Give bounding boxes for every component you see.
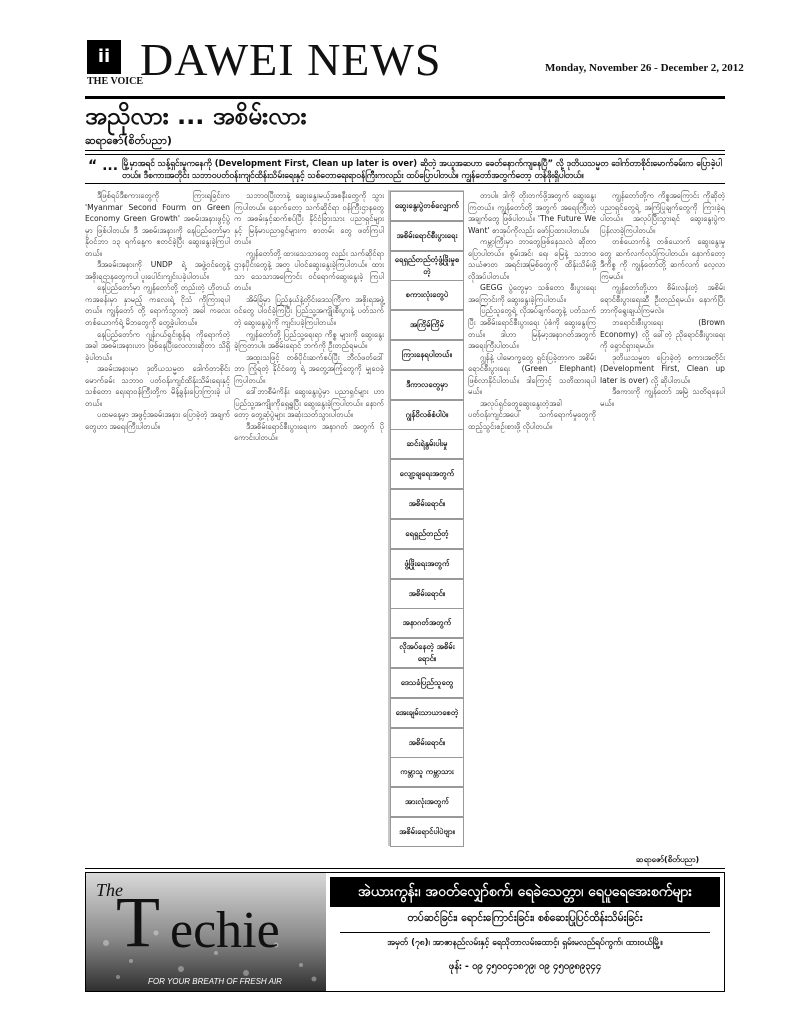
sidebar-item: လျော့ချရေးအတွက် — [390, 459, 464, 489]
paragraph: နေပြည်တော်မှာ ကျွန်တော်တို့ တည်းတဲ့ ဟိုတယ်ကအခန်းမှာ နှာမည့် ကလေးရဲ့ ငိုသံ ကိုကြားရပါတယ်။ ကျွန်တော် တို့ ရောက်သွားတဲ့ အခါ ကလေး တစ်ယောက်ရဲ့ မိဘတွေကို တွေ့ခဲ့ပါတယ်။ — [85, 283, 230, 328]
paragraph: အလုပ်ရှင်တွေဆွေးနွေးတဲ့အခါ ပတ်ဝန်းကျင်အပေါ် သက်ရောက်မှုတွေကို ထည့်သွင်းစဉ်းစားဖို့ လိုပါတယ်။ — [468, 398, 596, 431]
ad-address: အမှတ် (၇၈)၊ အာဇာနည်လမ်းနှင့် ရေသိုတာလမ်းထောင့်၊ ရှမ်းမလည်ရပ်ကွက်၊ ထားဝယ်မြို့။ — [387, 938, 663, 948]
paragraph: အိမ်ခြံမှာ ပြည်နယ်နဲ့တိုင်းဒေသကြီးက အစိုးရအဖွဲ့ဝင်တွေ ပါဝင်ခဲ့ကြပြီး ပြည်သူ့အကျိုးစီးပွားနဲ့ ပတ်သက်တဲ့ ဆွေးနွေးပွဲကို ကျင်းပခဲ့ကြပါတယ်။ — [234, 294, 384, 328]
article-column-1 — [85, 190, 230, 850]
paragraph: ဂျွန်နဲ့ ပါမောက္ခတွေ ရှင်းပြခဲ့တာက အစိမ်းရောင်စီးပွားရေး (Green Elephant) ဖြစ်လာနိုင်ပါတယ်။ ဒါကြောင့် သတိထားရပါမယ်။ — [468, 352, 596, 397]
sidebar-item: အစိမ်းရောင်ပါပဲဗျာ။ — [390, 817, 464, 847]
paragraph: ဒီအစိမ်းရောင်စီးပွားရေးက အနာဂတ် အတွက် ပိုကောင်းပါတယ်။ — [234, 421, 384, 443]
ad-services: တပ်ဆင်ခြင်း၊ ရောင်းကြောင်းခြင်း၊ စစ်ဆေးပြုပြင်ထိန်းသိမ်းခြင်း — [407, 912, 643, 924]
sidebar-item: အားလုံးအတွက် — [390, 787, 464, 817]
sidebar-item: အေးချမ်းသာယာစေတဲ့ — [390, 698, 464, 728]
sidebar-item: ကြားနေရပါတယ်။ — [390, 340, 464, 370]
author-signature: ဆရာဇော်(စိတ်ပညာ) — [636, 855, 700, 864]
paragraph: ကျွန်တော်တို့ ထားသေသာတွေ လည်း သက်ဆိုင်ရာဌာနပိုင်းတွေနဲ့ အတူ ပါဝင်ဆွေးနွေးခဲ့ကြပါတယ်။ ထားသာ သေသာအကြောင်း ဝင်ရောက်ဆွေးနွေးခဲ့ ကြပါတယ်။ — [234, 248, 384, 293]
paragraph: ကျွန်တော်တို့က ကိစ္စအကြောင်း ကိုဆိုတဲ့ ပညာရှင်တွေရဲ့ အကြံပြုချက်တွေကို ကြားခဲ့ရပါတယ်။ အလုပ်ပြီးသွားရင် ဆွေးနွေးပွဲက ပြန်လာခဲ့ကြပါတယ်။ — [600, 191, 725, 235]
sidebar-item: အစိမ်းရောင်။ — [390, 579, 464, 609]
sidebar-item: အစိမ်းရောင်။ — [390, 489, 464, 519]
paragraph: ဘရောင်းစီးပွားရေး (Brown Economy) လို့ ခေါ်တဲ့ ညိုရောင်စီးပွားရေး ကို ရှောင်ရှားရမယ်။ — [600, 318, 725, 351]
article-column-2 — [234, 190, 384, 850]
ad-brand-t: T — [116, 882, 160, 962]
paragraph: ဒီစကားကို ကျွန်တော် အမြဲ သတိရနေပါမယ်။ — [600, 387, 725, 408]
article-end-divider — [85, 868, 725, 869]
ad-tagline: FOR YOUR BREATH OF FRESH AIR — [148, 977, 282, 986]
sidebar-item: ကမ္ဘာသူ ကမ္ဘာသား — [390, 757, 464, 787]
paragraph: ဒုတိယသမ္မတ ပြောခဲ့တဲ့ စကားအတိုင်း (Development First, Clean up later is over) လို့ ဆိုပါတယ်။ — [600, 352, 725, 385]
paragraph: အထူးသဖြင့် တစ်ပိုင်းဆက်စပ်ပြီး ဘီလ်ဖတ်ဒေါ်ဘာ ကြုံရတဲ့ နိုင်ငံတွေ ရဲ့ အတွေ့အကြုံတွေကို မျှဝေခဲ့ကြပါတယ်။ — [234, 352, 384, 385]
paragraph: ကမ္ဘာကြီးမှာ ဘာတွေဖြစ်နေသလဲ ဆိုတာ ပြောပါတယ်။ စွမ်းအင်၊ ရေ၊ မြေနဲ့ သဘာဝ သယံဇာတ အရင်းအမြစ်တွေကို ထိန်းသိမ်းဖို့ လိုအပ်ပါတယ်။ — [468, 237, 596, 281]
paragraph: ဒီဖြစ်ရပ်ဒီစကားတွေကို ကြားရခြင်းက 'Myanmar Second Fourm on Green Economy Green Growth' အစမ်းအနားဖွင့်ပွဲမှာ ဖြစ်ပါတယ်။ ဒီ အစမ်းအနားကို နေပြည်တော်မှာ နိုဝင်ဘာ ၁၃ ရက်နေ့က စတင်ခဲ့ပြီး ဆွေးနွေးခဲ့ကြပါတယ်။ — [85, 191, 230, 258]
pull-quote-sidebar — [388, 190, 464, 846]
article-headline: အညိုလား ... အစိမ်းလား — [85, 102, 307, 130]
logo-subtitle: THE VOICE — [87, 76, 144, 87]
quote-marks: “ ... — [88, 158, 119, 174]
sidebar-item: ဒီကာလတွေမှာ — [390, 370, 464, 400]
masthead-divider — [85, 96, 725, 99]
ad-brand-the: The — [96, 880, 123, 900]
intro-text: မြို့မှာအရင် သန့်ရှင်းမှုကနေကို (Development First, Clean up later is over) ဆိုတဲ့ အယူအဆဟာ ခေတ်နောက်ကျနေပြီ” လို့ ဒုတိယသမ္မတ ဒေါက်တာစိုင်းမောက်ခမ်းက ပြောခဲ့ပါတယ်။ ဒီစကားအတိုင်း သဘာဝပတ်ဝန်းကျင်ထိန်းသိမ်းရေးနှင့် သစ်တောရေးရာဝန်ကြီးကလည်း ထပ်ပြောပါတယ်။ ကျွန်တော်အတွက်တော့ တန်ဖိုးရှိပါတယ်။ — [122, 158, 722, 180]
paragraph: တစ်ယောက်နဲ့ တစ်ယောက် ဆွေးနွေးမှုတွေ ဆက်လက်လုပ်ကြပါတယ်။ နောက်တော့ ဒီကိစ္စ ကို ကျွန်တော်တို့ ဆက်လက် လေ့လာကြမယ်။ — [600, 237, 725, 281]
paragraph: ကျွန်တော်တို့ ပြည်သူ့ရေးရာ ကိစ္စ များကို ဆွေးနွေးခဲ့ကြတာပါ။ အစိမ်းရောင် ဘက်ကို ဦးတည်ရမယ်။ — [234, 329, 384, 351]
sidebar-item: ရေရှည်တည်တံ့ — [390, 519, 464, 549]
sidebar-item: အကြိမ်ကြိမ် — [390, 310, 464, 340]
article-column-4 — [600, 190, 725, 850]
ad-divider — [340, 932, 710, 933]
paragraph: ကျွန်တော်တို့ဟာ စိမ်းလန်းတဲ့ အစိမ်းရောင်စီးပွားရေးဆီ ဦးတည်ရမယ်။ နောက်ပြီး ဘာကိုရွေးချယ်ကြမလဲ။ — [600, 283, 725, 316]
paragraph: ပထမနေ့မှာ အဖွင့်အခမ်းအနား ပြောခဲ့တဲ့ အချက်တွေဟာ အရေးကြီးပါတယ်။ — [85, 410, 230, 431]
ad-products-title: အဲယားကွန်း၊ အဝတ်လျှော်စက်၊ ရေခဲသေတ္တာ၊ ရေပူရေအေးစက်များ — [330, 877, 720, 907]
sidebar-item: လိုအပ်နေတဲ့ အစိမ်းရောင်။ — [390, 638, 464, 668]
sidebar-item: အနာဂတ်အတွက် — [390, 608, 464, 638]
sidebar-item: အစိမ်းရောင်။ — [390, 728, 464, 758]
newspaper-title: DAWEI NEWS — [140, 34, 442, 85]
byline-divider — [85, 150, 725, 151]
paragraph: နေပြည်တော်က ဂျန်ဂယ်ရှင်းစွန်ရ ကိုရောက်တဲ့အခါ အစမ်းအနားဟာ ဖြစ်နေပြီးလေလားဆိုတာ သိရှိခဲ့ပါတယ်။ — [85, 329, 230, 362]
paragraph: ဒေါ်ဘာစီမံကိန်း ဆွေးနွေးပွဲမှာ ပညာရှင်များ ဟာ ပြည်သူ့အကျိုးကိုရှေ့ရှုပြီး ဆွေးနွေးခဲ့ကြပါတယ်။ နောက်တော့ တွေ့ဆုံပွဲများ အဆုံးသတ်သွားပါတယ်။ — [234, 387, 384, 420]
paragraph: GEGG ပွဲတွေမှာ သစ်တော စီးပွားရေးအကြောင်းကို ဆွေးနွေးခဲ့ကြပါတယ်။ — [468, 283, 596, 304]
paragraph: တာပါ။ ဒါကို တိုးတက်ဖို့အတွက် ဆွေးနွေးကြတယ်။ ကျွန်တော်တို့ အတွက် အရေးကြီးတဲ့ အချက်တွေ ဖြစ်ပါတယ်။ 'The Future We Want' စာအုပ်ကိုလည်း ဖော်ပြထားပါတယ်။ — [468, 191, 596, 235]
paragraph: ပြည်သူတွေရဲ့ လိုအပ်ချက်တွေနဲ့ ပတ်သက်ပြီး အစိမ်းရောင်စီးပွားရေး ပုံစံကို ဆွေးနွေးကြတယ်။ ဒါဟာ မြန်မာ့အနာဂတ်အတွက် အရေးကြီးပါတယ်။ — [468, 306, 596, 351]
sidebar-item: စကားလုံးတွေပဲ — [390, 280, 464, 310]
sidebar-item: ဆွေးနွေးပွဲတစ်လျှောက် — [390, 191, 464, 221]
sidebar-item: အစိမ်းရောင်စီးပွားရေး — [390, 221, 464, 251]
voice-logo: ii — [87, 40, 121, 74]
article-byline: ဆရာဇော်(စိတ်ပညာ) — [85, 134, 172, 147]
paragraph: သဘာဝပြီးတာနဲ့ ဆွေးနွေးမယ့်အစနီးတွေကို သွားကြပါတယ်။ နောက်တော့ သက်ဆိုင်ရာ ဝန်ကြီးဌာနတွေက အစမ်းနှင့်ဆက်စပ်ပြီး နိုင်ငံခြားသား ပညာရှင်များ နှင့် မြန်မာပညာရှင်များက စာတမ်း တွေ ဖတ်ကြပါတယ်။ — [234, 191, 384, 247]
paragraph: အခမ်းအနားမှာ ဒုတိယသမ္မတ ဒေါက်တာစိုင်းမောက်ခမ်း သဘာဝ ပတ်ဝန်းကျင်ထိန်းသိမ်းရေးနှင့် သစ်တော ရေးရာဝန်ကြီးတို့က မိန့်ခွန်းပြောကြားခဲ့ ပါတယ်။ — [85, 364, 230, 408]
ad-brand-name: echie — [170, 902, 280, 959]
sidebar-item: ဖွံ့ဖြိုးရေးအတွက် — [390, 549, 464, 579]
sidebar-item: ဒေသခံပြည်သူတွေ — [390, 668, 464, 698]
sidebar-item: ဂျွန်ဝိလစ်စံပါပဲ။ — [390, 400, 464, 430]
article-column-3 — [468, 190, 596, 850]
ad-phone: ဖုန်း - ၀၉ ၄၅၀၀၄၁၈၇၉၊ ၀၉ ၄၅၀၉၈၉၃၄၄ — [448, 961, 602, 972]
issue-date: Monday, November 26 - December 2, 2012 — [545, 62, 744, 74]
sidebar-item: ဆင်းရဲနွမ်းပါးမှု — [390, 429, 464, 459]
sidebar-item: ရေရှည်တည်တံ့ဖွံ့ဖြိုးမှုစတဲ့ — [390, 251, 464, 281]
paragraph: ဒီအခမ်းအနားကို UNDP ရဲ့ အဖွဲ့ဝင်တွေနဲ့ အစိုးရဌာနတွေကပါ ပူးပေါင်းကျင်းပခဲ့ပါတယ်။ — [85, 260, 230, 281]
